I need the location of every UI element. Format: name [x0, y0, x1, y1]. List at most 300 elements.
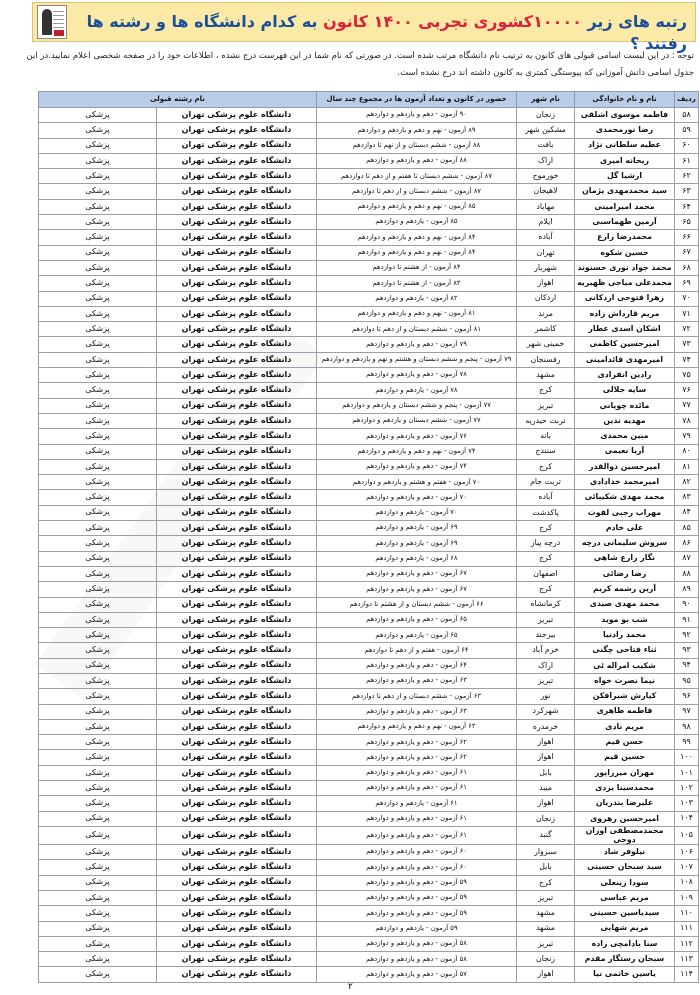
university-cell: دانشگاه علوم پزشکی تهران	[157, 184, 317, 199]
name-cell: یاسین خاتمی نیا	[575, 967, 675, 982]
rank-cell: ۶۵	[675, 215, 699, 230]
table-row	[39, 199, 699, 214]
rank-cell: ۹۸	[675, 719, 699, 734]
university-cell: دانشگاه علوم پزشکی تهران	[157, 291, 317, 306]
city-cell: تبریز	[517, 890, 575, 905]
field-cell: پزشکی	[39, 612, 157, 627]
rank-cell: ۱۰۹	[675, 890, 699, 905]
table-row	[39, 429, 699, 444]
field-cell: پزشکی	[39, 952, 157, 967]
header-rank: ردیف	[675, 92, 699, 108]
field-cell: پزشکی	[39, 735, 157, 750]
table-row	[39, 860, 699, 875]
rank-cell: ۷۱	[675, 306, 699, 321]
city-cell: کاشمر	[517, 322, 575, 337]
university-cell: دانشگاه علوم پزشکی تهران	[157, 551, 317, 566]
field-cell: پزشکی	[39, 383, 157, 398]
attendance-cell: ۷۹ آزمون - پنجم و ششم دبستان و هشتم و نهم و یازدهم و دوازدهم	[317, 352, 517, 367]
university-cell: دانشگاه علوم پزشکی تهران	[157, 199, 317, 214]
table-row	[39, 658, 699, 673]
field-cell: پزشکی	[39, 566, 157, 581]
university-cell: دانشگاه علوم پزشکی تهران	[157, 826, 317, 844]
field-cell: پزشکی	[39, 505, 157, 520]
city-cell: بیرجند	[517, 628, 575, 643]
rank-cell: ۸۹	[675, 582, 699, 597]
table-row	[39, 796, 699, 811]
city-cell: کرمانشاه	[517, 597, 575, 612]
university-cell: دانشگاه علوم پزشکی تهران	[157, 521, 317, 536]
rank-cell: ۱۰۰	[675, 750, 699, 765]
name-cell: محمد جواد نوری حسنوند	[575, 260, 675, 275]
rank-cell: ۶۶	[675, 230, 699, 245]
rank-cell: ۶۸	[675, 260, 699, 275]
field-cell: پزشکی	[39, 337, 157, 352]
city-cell: مشهد	[517, 921, 575, 936]
attendance-cell: ۸۷ آزمون - ششم دبستان و از دهم تا دوازدهم	[317, 184, 517, 199]
table-row	[39, 704, 699, 719]
attendance-cell: ۶۰ آزمون - دهم و یازدهم و دوازدهم	[317, 860, 517, 875]
city-cell: کرج	[517, 551, 575, 566]
rank-cell: ۷۷	[675, 398, 699, 413]
city-cell: اصفهان	[517, 566, 575, 581]
field-cell: پزشکی	[39, 429, 157, 444]
table-row	[39, 643, 699, 658]
name-cell: فاطمه موسوی اشلقی	[575, 108, 675, 123]
rank-cell: ۷۲	[675, 322, 699, 337]
city-cell: مشهد	[517, 906, 575, 921]
table-row	[39, 952, 699, 967]
name-cell: آرمین طهماسبی	[575, 215, 675, 230]
university-cell: دانشگاه علوم پزشکی تهران	[157, 765, 317, 780]
table-row	[39, 260, 699, 275]
field-cell: پزشکی	[39, 658, 157, 673]
university-cell: دانشگاه علوم پزشکی تهران	[157, 306, 317, 321]
title-banner	[32, 2, 696, 53]
table-row	[39, 230, 699, 245]
city-cell: شهرکرد	[517, 704, 575, 719]
attendance-cell: ۵۹ آزمون - دهم و یازدهم و دوازدهم	[317, 906, 517, 921]
attendance-cell: ۵۹ آزمون - دهم و یازدهم و دوازدهم	[317, 875, 517, 890]
table-row	[39, 735, 699, 750]
field-cell: پزشکی	[39, 689, 157, 704]
attendance-cell: ۷۰ آزمون - هفتم و هشتم و یازدهم و دوازدهم	[317, 475, 517, 490]
rank-cell: ۷۰	[675, 291, 699, 306]
rank-cell: ۸۸	[675, 566, 699, 581]
table-row	[39, 597, 699, 612]
university-cell: دانشگاه علوم پزشکی تهران	[157, 138, 317, 153]
header-field: نام رشته قبولی	[39, 92, 317, 108]
rank-cell: ۸۴	[675, 505, 699, 520]
city-cell: خورموج	[517, 169, 575, 184]
attendance-cell: ۸۷ آزمون - ششم دبستان تا هفتم و از دهم تا دوازدهم	[317, 169, 517, 184]
name-cell: نگار زارع شاهی	[575, 551, 675, 566]
city-cell: بانه	[517, 429, 575, 444]
name-cell: محمد مهدی شکیبائی	[575, 490, 675, 505]
attendance-cell: ۸۱ آزمون - ششم دبستان و از دهم تا دوازدهم	[317, 322, 517, 337]
name-cell: سروش سلیمانی درچه	[575, 536, 675, 551]
attendance-cell: ۶۳ آزمون - دهم و یازدهم و دوازدهم	[317, 673, 517, 688]
field-cell: پزشکی	[39, 199, 157, 214]
city-cell: میبد	[517, 781, 575, 796]
field-cell: پزشکی	[39, 551, 157, 566]
name-cell: سیدیاسین حسینی	[575, 906, 675, 921]
name-cell: زهرا فتوحی اردکانی	[575, 291, 675, 306]
city-cell: تبریز	[517, 398, 575, 413]
attendance-cell: ۶۸ آزمون - یازدهم و دوازدهم	[317, 551, 517, 566]
name-cell: ریحانه امیری	[575, 153, 675, 168]
table-row	[39, 566, 699, 581]
name-cell: سایه جلالی	[575, 383, 675, 398]
attendance-cell: ۶۷ آزمون - دهم و یازدهم و دوازدهم	[317, 566, 517, 581]
field-cell: پزشکی	[39, 322, 157, 337]
city-cell: زنجان	[517, 108, 575, 123]
attendance-cell: ۶۳ آزمون - دهم و یازدهم و دوازدهم	[317, 704, 517, 719]
university-cell: دانشگاه علوم پزشکی تهران	[157, 505, 317, 520]
name-cell: آریا نعیمی	[575, 444, 675, 459]
attendance-cell: ۸۲ آزمون - یازدهم و دوازدهم	[317, 291, 517, 306]
table-row	[39, 890, 699, 905]
field-cell: پزشکی	[39, 796, 157, 811]
rank-cell: ۱۰۲	[675, 781, 699, 796]
name-cell: ثناء فتاحی چگنی	[575, 643, 675, 658]
city-cell: کرج	[517, 521, 575, 536]
table-row	[39, 781, 699, 796]
university-cell: دانشگاه علوم پزشکی تهران	[157, 352, 317, 367]
city-cell: سبزوار	[517, 845, 575, 860]
table-row	[39, 245, 699, 260]
rank-cell: ۹۱	[675, 612, 699, 627]
kanoon-logo	[37, 5, 67, 39]
city-cell: اهواز	[517, 750, 575, 765]
attendance-cell: ۸۹ آزمون - نهم و دهم و یازدهم و دوازدهم	[317, 123, 517, 138]
rank-cell: ۱۰۸	[675, 875, 699, 890]
university-cell: دانشگاه علوم پزشکی تهران	[157, 719, 317, 734]
field-cell: پزشکی	[39, 936, 157, 951]
name-cell: شب بو موید	[575, 612, 675, 627]
attendance-cell: ۷۹ آزمون - دهم و یازدهم و دوازدهم	[317, 337, 517, 352]
university-cell: دانشگاه علوم پزشکی تهران	[157, 967, 317, 982]
field-cell: پزشکی	[39, 276, 157, 291]
name-cell: کیارش شیرافکن	[575, 689, 675, 704]
university-cell: دانشگاه علوم پزشکی تهران	[157, 260, 317, 275]
attendance-cell: ۶۱ آزمون - دهم و یازدهم و دوازدهم	[317, 811, 517, 826]
name-cell: مهران میرزاپور	[575, 765, 675, 780]
university-cell: دانشگاه علوم پزشکی تهران	[157, 459, 317, 474]
attendance-cell: ۵۹ آزمون - یازدهم و دوازدهم	[317, 921, 517, 936]
attendance-cell: ۶۱ آزمون - دهم و یازدهم و دوازدهم	[317, 765, 517, 780]
rank-cell: ۸۵	[675, 521, 699, 536]
attendance-cell: ۶۴ آزمون - دهم و یازدهم و دوازدهم	[317, 658, 517, 673]
name-cell: سنا بادامچی زاده	[575, 936, 675, 951]
attendance-cell: ۶۵ آزمون - یازدهم و دوازدهم	[317, 628, 517, 643]
name-cell: حسین قیم	[575, 750, 675, 765]
field-cell: پزشکی	[39, 643, 157, 658]
table-row	[39, 153, 699, 168]
table-row	[39, 398, 699, 413]
table-row	[39, 689, 699, 704]
city-cell: تربت جام	[517, 475, 575, 490]
title-part-3: به کدام دانشگاه ها و رشته ها رفتند ؟	[86, 12, 687, 53]
attendance-cell: ۵۸ آزمون - دهم و یازدهم و دوازدهم	[317, 936, 517, 951]
attendance-cell: ۶۳ آزمون - نهم و دهم و یازدهم و دوازدهم	[317, 719, 517, 734]
field-cell: پزشکی	[39, 398, 157, 413]
notice-text: توجه : در این لیست اسامی قبولی های کانون به ترتیب نام دانشگاه مرتب شده است. در صورتی که نام شما در این فهرست درج نشده ، اطلاعات خود را در صفحه شخصی اعلام نمایید.در این جدول اسامی دانش آموزانی که پیوستگی کمتری به کانون داشته اند درج نشده است.	[26, 51, 694, 78]
university-cell: دانشگاه علوم پزشکی تهران	[157, 906, 317, 921]
city-cell: پاکدشت	[517, 505, 575, 520]
name-cell: فاطمه طاهری	[575, 704, 675, 719]
attendance-cell: ۷۶ آزمون - دهم و یازدهم و دوازدهم	[317, 429, 517, 444]
city-cell: زنجان	[517, 811, 575, 826]
rank-cell: ۷۵	[675, 368, 699, 383]
rank-cell: ۸۱	[675, 459, 699, 474]
city-cell: خمینی شهر	[517, 337, 575, 352]
university-cell: دانشگاه علوم پزشکی تهران	[157, 890, 317, 905]
city-cell: کرج	[517, 383, 575, 398]
field-cell: پزشکی	[39, 230, 157, 245]
university-cell: دانشگاه علوم پزشکی تهران	[157, 429, 317, 444]
city-cell: اهواز	[517, 735, 575, 750]
attendance-cell: ۶۶ آزمون - ششم دبستان و از هشتم تا دوازدهم	[317, 597, 517, 612]
field-cell: پزشکی	[39, 704, 157, 719]
name-cell: محمدمصطفی اوزان دوجی	[575, 826, 675, 844]
title-part-1: رتبه های زیر	[581, 12, 687, 31]
university-cell: دانشگاه علوم پزشکی تهران	[157, 153, 317, 168]
attendance-cell: ۷۸ آزمون - دهم و یازدهم و دوازدهم	[317, 368, 517, 383]
table-row	[39, 337, 699, 352]
university-cell: دانشگاه علوم پزشکی تهران	[157, 750, 317, 765]
field-cell: پزشکی	[39, 781, 157, 796]
attendance-cell: ۷۸ آزمون - یازدهم و دوازدهم	[317, 383, 517, 398]
city-cell: تبریز	[517, 936, 575, 951]
name-cell: رادین انفرادی	[575, 368, 675, 383]
name-cell: امیرحسین رهروی	[575, 811, 675, 826]
rank-cell: ۷۹	[675, 429, 699, 444]
university-cell: دانشگاه علوم پزشکی تهران	[157, 875, 317, 890]
attendance-cell: ۶۰ آزمون - دهم و یازدهم و دوازدهم	[317, 845, 517, 860]
name-cell: امیرمحمد خدادادی	[575, 475, 675, 490]
university-cell: دانشگاه علوم پزشکی تهران	[157, 566, 317, 581]
rank-cell: ۷۶	[675, 383, 699, 398]
admissions-table	[38, 91, 699, 983]
attendance-cell: ۸۴ آزمون - از هشتم تا دوازدهم	[317, 260, 517, 275]
attendance-cell: ۸۴ آزمون - نهم و دهم و یازدهم و دوازدهم	[317, 245, 517, 260]
name-cell: امیرحسین کاظمی	[575, 337, 675, 352]
name-cell: امیرحسین ذوالقدر	[575, 459, 675, 474]
table-row	[39, 551, 699, 566]
field-cell: پزشکی	[39, 138, 157, 153]
rank-cell: ۸۰	[675, 444, 699, 459]
rank-cell: ۹۹	[675, 735, 699, 750]
table-row	[39, 826, 699, 844]
city-cell: اردکان	[517, 291, 575, 306]
rank-cell: ۶۲	[675, 169, 699, 184]
table-row	[39, 967, 699, 982]
city-cell: کرج	[517, 582, 575, 597]
table-row	[39, 906, 699, 921]
attendance-cell: ۶۳ آزمون - ششم دبستان و از دهم تا دوازدهم	[317, 689, 517, 704]
university-cell: دانشگاه علوم پزشکی تهران	[157, 582, 317, 597]
rank-cell: ۹۲	[675, 628, 699, 643]
attendance-cell: ۶۷ آزمون - دهم و یازدهم و دوازدهم	[317, 582, 517, 597]
field-cell: پزشکی	[39, 811, 157, 826]
city-cell: آباده	[517, 230, 575, 245]
table-row	[39, 459, 699, 474]
city-cell: کرج	[517, 459, 575, 474]
university-cell: دانشگاه علوم پزشکی تهران	[157, 123, 317, 138]
rank-cell: ۷۸	[675, 413, 699, 428]
city-cell: سنندج	[517, 444, 575, 459]
attendance-cell: ۷۷ آزمون - ششم دبستان و یازدهم و دوازدهم	[317, 413, 517, 428]
rank-cell: ۹۳	[675, 643, 699, 658]
rank-cell: ۱۰۱	[675, 765, 699, 780]
name-cell: مبین محمدی	[575, 429, 675, 444]
attendance-cell: ۸۸ آزمون - ششم دبستان و از نهم تا دوازدهم	[317, 138, 517, 153]
field-cell: پزشکی	[39, 153, 157, 168]
university-cell: دانشگاه علوم پزشکی تهران	[157, 628, 317, 643]
attendance-cell: ۵۸ آزمون - دهم و یازدهم و دوازدهم	[317, 952, 517, 967]
city-cell: رفسنجان	[517, 352, 575, 367]
city-cell: آباده	[517, 490, 575, 505]
rank-cell: ۸۲	[675, 475, 699, 490]
rank-cell: ۸۷	[675, 551, 699, 566]
university-cell: دانشگاه علوم پزشکی تهران	[157, 368, 317, 383]
city-cell: بابل	[517, 765, 575, 780]
name-cell: علی خادم	[575, 521, 675, 536]
table-row	[39, 875, 699, 890]
name-cell: ارشیا گل	[575, 169, 675, 184]
attendance-cell: ۹۰ آزمون - دهم و یازدهم و دوازدهم	[317, 108, 517, 123]
field-cell: پزشکی	[39, 169, 157, 184]
city-cell: مهاباد	[517, 199, 575, 214]
attendance-cell: ۸۵ آزمون - نهم و دهم و یازدهم و دوازدهم	[317, 199, 517, 214]
table-row	[39, 612, 699, 627]
field-cell: پزشکی	[39, 291, 157, 306]
city-cell: اهواز	[517, 796, 575, 811]
city-cell: درچه پیاز	[517, 536, 575, 551]
rank-cell: ۱۰۷	[675, 860, 699, 875]
field-cell: پزشکی	[39, 260, 157, 275]
table-row	[39, 352, 699, 367]
university-cell: دانشگاه علوم پزشکی تهران	[157, 860, 317, 875]
name-cell: نیلوفر شاد	[575, 845, 675, 860]
university-cell: دانشگاه علوم پزشکی تهران	[157, 230, 317, 245]
university-cell: دانشگاه علوم پزشکی تهران	[157, 735, 317, 750]
field-cell: پزشکی	[39, 906, 157, 921]
attendance-cell: ۷۷ آزمون - پنجم و ششم دبستان و یازدهم و دوازدهم	[317, 398, 517, 413]
name-cell: آرین رشمه کریم	[575, 582, 675, 597]
city-cell: بافت	[517, 138, 575, 153]
university-cell: دانشگاه علوم پزشکی تهران	[157, 490, 317, 505]
university-cell: دانشگاه علوم پزشکی تهران	[157, 597, 317, 612]
attendance-cell: ۵۹ آزمون - دهم و یازدهم و دوازدهم	[317, 890, 517, 905]
attendance-cell: ۶۲ آزمون - دهم و یازدهم و دوازدهم	[317, 750, 517, 765]
field-cell: پزشکی	[39, 123, 157, 138]
field-cell: پزشکی	[39, 967, 157, 982]
field-cell: پزشکی	[39, 368, 157, 383]
rank-cell: ۶۱	[675, 153, 699, 168]
table-row	[39, 505, 699, 520]
field-cell: پزشکی	[39, 921, 157, 936]
field-cell: پزشکی	[39, 184, 157, 199]
university-cell: دانشگاه علوم پزشکی تهران	[157, 444, 317, 459]
name-cell: مریم نادی	[575, 719, 675, 734]
university-cell: دانشگاه علوم پزشکی تهران	[157, 398, 317, 413]
university-cell: دانشگاه علوم پزشکی تهران	[157, 276, 317, 291]
rank-cell: ۶۳	[675, 184, 699, 199]
university-cell: دانشگاه علوم پزشکی تهران	[157, 689, 317, 704]
university-cell: دانشگاه علوم پزشکی تهران	[157, 796, 317, 811]
rank-cell: ۹۴	[675, 658, 699, 673]
table-row	[39, 169, 699, 184]
attendance-cell: ۶۱ آزمون - یازدهم و دوازدهم	[317, 796, 517, 811]
header-attendance: حضور در کانون و تعداد آزمون ها در مجموع چند سال	[317, 92, 517, 108]
rank-cell: ۹۵	[675, 673, 699, 688]
rank-cell: ۹۶	[675, 689, 699, 704]
table-row	[39, 936, 699, 951]
attendance-cell: ۶۱ آزمون - دهم و یازدهم و دوازدهم	[317, 826, 517, 844]
rank-cell: ۶۴	[675, 199, 699, 214]
field-cell: پزشکی	[39, 352, 157, 367]
table-row	[39, 215, 699, 230]
name-cell: امیرمهدی قائدامینی	[575, 352, 675, 367]
rank-cell: ۹۷	[675, 704, 699, 719]
university-cell: دانشگاه علوم پزشکی تهران	[157, 673, 317, 688]
rank-cell: ۵۹	[675, 123, 699, 138]
university-cell: دانشگاه علوم پزشکی تهران	[157, 781, 317, 796]
city-cell: اراک	[517, 153, 575, 168]
university-cell: دانشگاه علوم پزشکی تهران	[157, 811, 317, 826]
table-row	[39, 184, 699, 199]
name-cell: حسن قیم	[575, 735, 675, 750]
name-cell: عطیه سلطانی نژاد	[575, 138, 675, 153]
university-cell: دانشگاه علوم پزشکی تهران	[157, 383, 317, 398]
rank-cell: ۱۱۲	[675, 936, 699, 951]
table-row	[39, 719, 699, 734]
rank-cell: ۱۱۳	[675, 952, 699, 967]
attendance-cell: ۷۴ آزمون - دهم و یازدهم و دوازدهم	[317, 459, 517, 474]
university-cell: دانشگاه علوم پزشکی تهران	[157, 704, 317, 719]
attendance-cell: ۵۷ آزمون - دهم و یازدهم و دوازدهم	[317, 967, 517, 982]
table-row	[39, 368, 699, 383]
city-cell: بابل	[517, 860, 575, 875]
field-cell: پزشکی	[39, 536, 157, 551]
rank-cell: ۱۱۴	[675, 967, 699, 982]
university-cell: دانشگاه علوم پزشکی تهران	[157, 169, 317, 184]
table-row	[39, 413, 699, 428]
city-cell: تبریز	[517, 612, 575, 627]
field-cell: پزشکی	[39, 826, 157, 844]
field-cell: پزشکی	[39, 521, 157, 536]
field-cell: پزشکی	[39, 245, 157, 260]
name-cell: حسین شکوه	[575, 245, 675, 260]
name-cell: مهدیه تدین	[575, 413, 675, 428]
table-row	[39, 750, 699, 765]
university-cell: دانشگاه علوم پزشکی تهران	[157, 658, 317, 673]
table-header-row	[39, 92, 699, 108]
table-row	[39, 765, 699, 780]
table-row	[39, 444, 699, 459]
name-cell: رضا رضائی	[575, 566, 675, 581]
name-cell: نیما نصرت خواه	[575, 673, 675, 688]
name-cell: محمدعلی میاحی ظهیریه	[575, 276, 675, 291]
table-row	[39, 536, 699, 551]
rank-cell: ۵۸	[675, 108, 699, 123]
attendance-cell: ۸۵ آزمون - یازدهم و دوازدهم	[317, 215, 517, 230]
attendance-cell: ۶۹ آزمون - یازدهم و دوازدهم	[317, 536, 517, 551]
rank-cell: ۱۱۰	[675, 906, 699, 921]
university-cell: دانشگاه علوم پزشکی تهران	[157, 643, 317, 658]
table-row	[39, 921, 699, 936]
